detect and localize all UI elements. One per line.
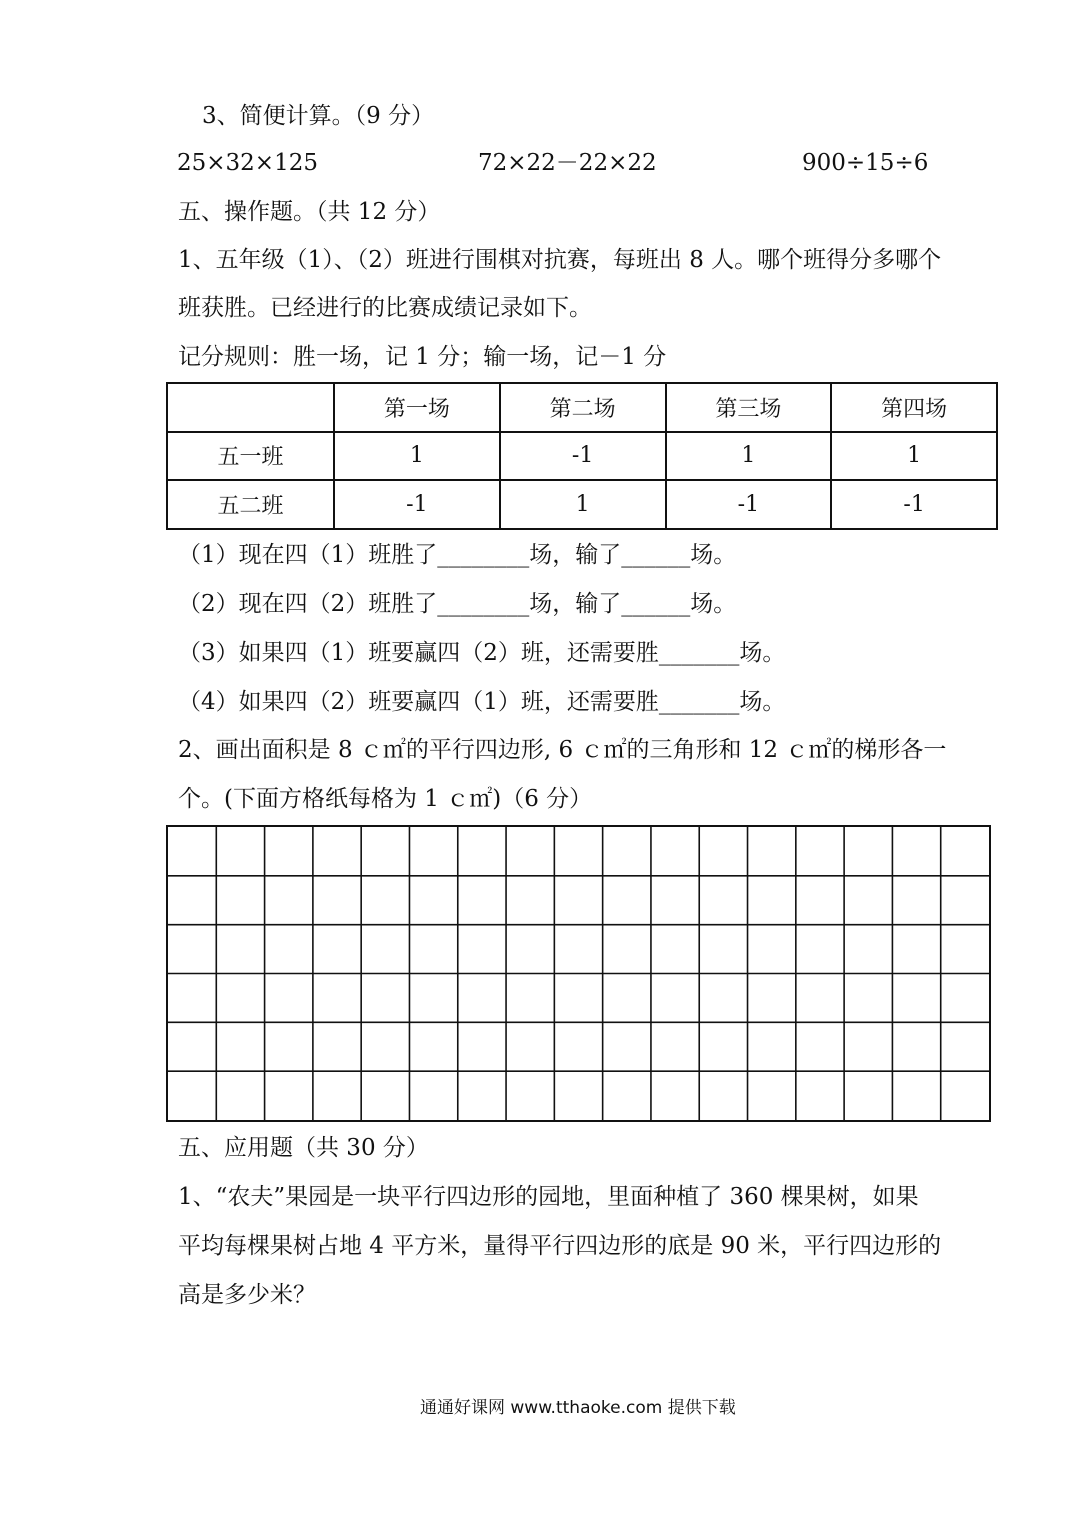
graph-paper-lines — [168, 827, 989, 1120]
table-cell: -1 — [831, 480, 997, 529]
score-table — [166, 382, 998, 530]
q1-text-line1: 1、五年级（1）、（2）班进行围棋对抗赛，每班出 8 人。哪个班得分多哪个 — [178, 247, 942, 273]
sub-question-4: （4）如果四（2）班要赢四（1）班，还需要胜_______场。 — [178, 689, 786, 715]
q1-text-line2: 班获胜。已经进行的比赛成绩记录如下。 — [178, 295, 592, 321]
calc-expression-1: 25×32×125 — [177, 150, 318, 176]
app-q1-line1: 1、“农夫”果园是一块平行四边形的园地，里面种植了 360 棵果树，如果 — [178, 1184, 919, 1210]
table-cell: 1 — [334, 432, 500, 481]
calc-expression-2: 72×22－22×22 — [478, 150, 657, 176]
section5-title: 五、操作题。（共 12 分） — [178, 199, 441, 225]
graph-paper-grid — [166, 825, 991, 1122]
table-header-row — [167, 383, 997, 432]
table-header-cell: 第二场 — [500, 383, 666, 432]
table-header-cell: 第一场 — [334, 383, 500, 432]
table-cell: 五一班 — [167, 432, 334, 481]
sub-question-3: （3）如果四（1）班要赢四（2）班，还需要胜_______场。 — [178, 640, 786, 666]
table-cell: -1 — [500, 432, 666, 481]
application-section-title: 五、应用题（共 30 分） — [178, 1135, 429, 1161]
table-row — [167, 432, 997, 481]
table-cell: 1 — [500, 480, 666, 529]
table-header-cell: 第三场 — [666, 383, 832, 432]
table-row — [167, 480, 997, 529]
table-cell: -1 — [334, 480, 500, 529]
sub-question-1: （1）现在四（1）班胜了________场，输了______场。 — [178, 542, 737, 568]
table-cell: 1 — [666, 432, 832, 481]
app-q1-line3: 高是多少米？ — [178, 1282, 316, 1308]
footer-credit: 通通好课网 www.tthaoke.com 提供下载 — [420, 1398, 736, 1418]
app-q1-line2: 平均每棵果树占地 4 平方米，量得平行四边形的底是 90 米，平行四边形的 — [178, 1233, 942, 1259]
q2-text-line1: 2、画出面积是 8 ｃ㎡的平行四边形, 6 ｃ㎡的三角形和 12 ｃ㎡的梯形各一 — [178, 737, 947, 763]
table-cell: 五二班 — [167, 480, 334, 529]
q2-text-line2: 个。(下面方格纸每格为 1 ｃ㎡)（6 分） — [178, 786, 593, 812]
calc-expression-3: 900÷15÷6 — [802, 150, 929, 176]
table-cell: -1 — [666, 480, 832, 529]
table-header-cell — [167, 383, 334, 432]
table-header-cell: 第四场 — [831, 383, 997, 432]
section3-title: 3、简便计算。（9 分） — [202, 103, 435, 129]
table-cell: 1 — [831, 432, 997, 481]
sub-question-2: （2）现在四（2）班胜了________场，输了______场。 — [178, 591, 737, 617]
scoring-rule: 记分规则：胜一场，记 1 分；输一场，记－1 分 — [178, 344, 667, 370]
